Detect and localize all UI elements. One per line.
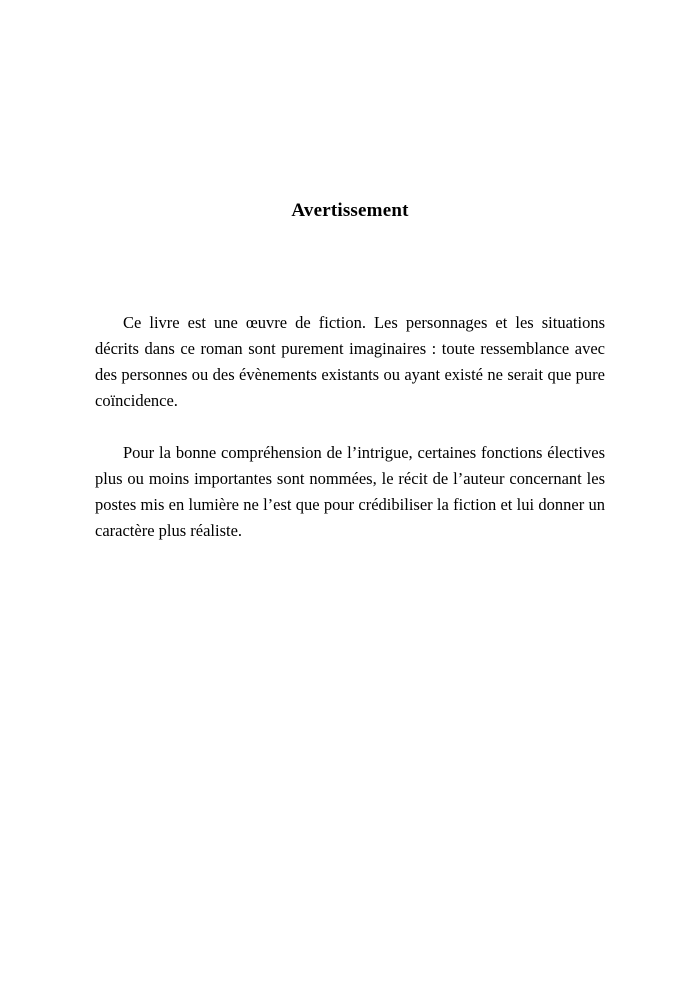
page-title: Avertissement: [291, 200, 409, 221]
paragraph-disclaimer-fiction: Ce livre est une œuvre de fiction. Les personnages et les situations décrits dans ce roman sont purement imaginaires : toute ressemblance avec des personnes ou des évènements existants ou ayant existé ne serait que pure coïncidence.: [95, 313, 605, 410]
body-text: [95, 310, 605, 544]
paragraph-disclaimer-functions: Pour la bonne compréhension de l’intrigue, certaines fonctions électives plus ou moins importantes sont nommées, le récit de l’auteur concernant les postes mis en lumière ne l’est que pour crédibiliser la fiction et lui donner un caractère plus réaliste.: [95, 443, 605, 540]
